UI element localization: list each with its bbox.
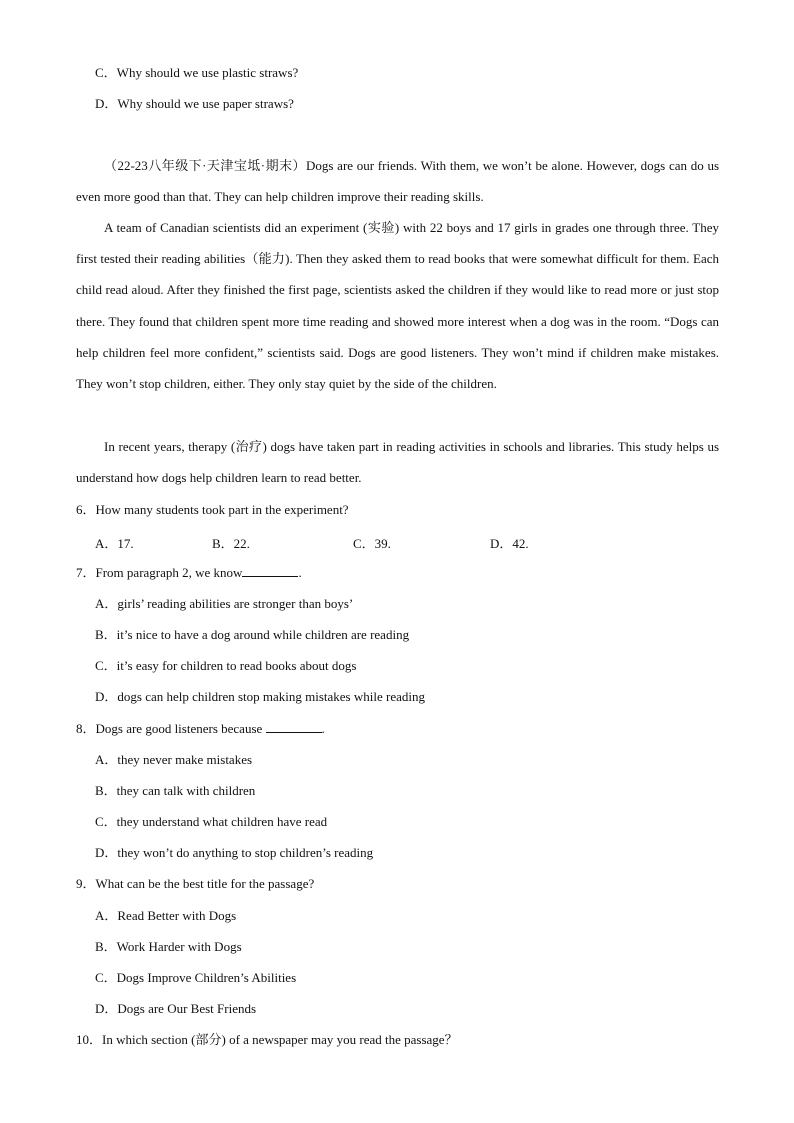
question-8-option-a: A．they never make mistakes <box>95 752 253 767</box>
passage-paragraph-2: A team of Canadian scientists did an experiment (实验) with 22 boys and 17 girls in grades one through three. They first tested their reading abilities（能力). Then they asked them to read books that were somewhat difficult for them. Each child read aloud. After they finished the first page, scientists asked the children if they would like to read more or just stop there. They found that children spent more time reading and showed more interest when a dog was in the room. “Dogs can help children feel more confident,” scientists said. Dogs are good listeners. They won’t mind if children make mistakes. They won’t stop children, either. They only stay quiet by the side of the children. <box>76 220 719 392</box>
question-9-stem: 9．What can be the best title for the passage? <box>76 876 315 891</box>
question-7-option-d: D．dogs can help children stop making mistakes while reading <box>95 689 425 704</box>
question-8-stem-text: 8．Dogs are good listeners because <box>76 721 263 736</box>
question-9-option-c: C．Dogs Improve Children’s Abilities <box>95 970 297 985</box>
question-9-option-a: A．Read Better with Dogs <box>95 908 237 923</box>
question-6-option-b: B．22. <box>212 536 250 551</box>
question-7-option-b: B．it’s nice to have a dog around while children are reading <box>95 627 410 642</box>
prev-option-c: C．Why should we use plastic straws? <box>95 65 299 80</box>
question-7-stem-text: 7．From paragraph 2, we know <box>76 565 243 580</box>
question-8-stem <box>76 720 325 737</box>
question-7-option-c: C．it’s easy for children to read books about dogs <box>95 658 357 673</box>
question-6-option-a: A．17. <box>95 536 134 551</box>
prev-option-d: D．Why should we use paper straws? <box>95 96 294 111</box>
question-7-option-a: A．girls’ reading abilities are stronger than boys’ <box>95 596 354 611</box>
question-8-option-c: C．they understand what children have read <box>95 814 328 829</box>
question-6-stem: 6．How many students took part in the experiment? <box>76 502 349 517</box>
question-10-stem: 10．In which section (部分) of a newspaper may you read the passage？ <box>76 1032 458 1047</box>
question-7-stem-end: . <box>298 565 302 580</box>
passage-paragraph-1: （22-23八年级下·天津宝坻·期末）Dogs are our friends. With them, we won’t be alone. However, dogs can do us even more good than that. They can help children improve their reading skills. <box>76 158 719 205</box>
question-6-option-d: D．42. <box>490 536 529 551</box>
answer-blank <box>242 564 298 577</box>
question-8-stem-end: . <box>321 721 325 736</box>
question-9-option-b: B．Work Harder with Dogs <box>95 939 242 954</box>
question-8-option-d: D．they won’t do anything to stop children’s reading <box>95 845 374 860</box>
question-8-option-b: B．they can talk with children <box>95 783 256 798</box>
question-9-option-d: D．Dogs are Our Best Friends <box>95 1001 257 1016</box>
question-6-option-c: C．39. <box>353 536 391 551</box>
passage-paragraph-3: In recent years, therapy (治疗) dogs have taken part in reading activities in schools and libraries. This study helps us understand how dogs help children learn to read better. <box>76 439 719 486</box>
question-7-stem <box>76 564 302 581</box>
question-6-options <box>95 533 695 549</box>
answer-blank <box>266 720 322 733</box>
